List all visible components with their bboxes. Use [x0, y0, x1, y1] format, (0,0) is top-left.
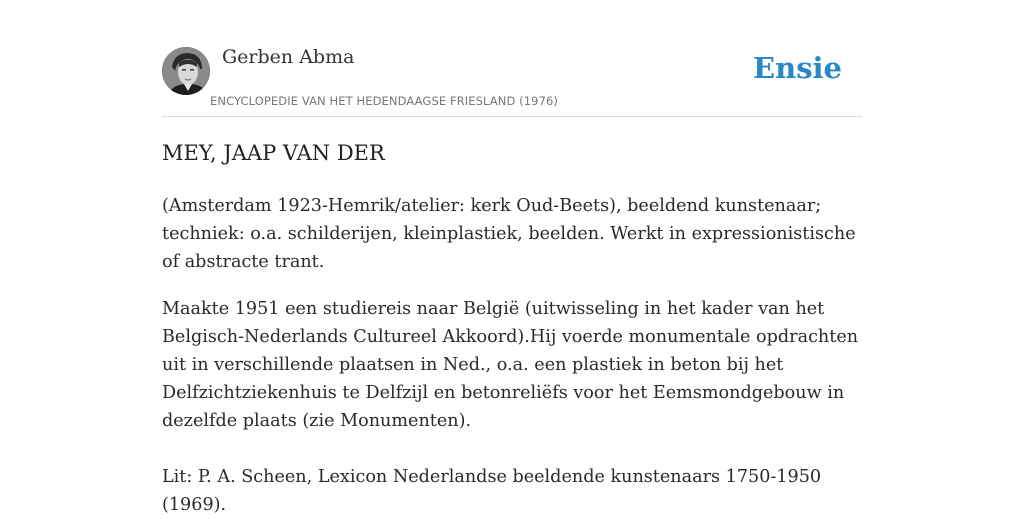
author-avatar[interactable]	[162, 47, 210, 95]
article-page	[162, 0, 862, 515]
article-title: MEY, JAAP VAN DER	[162, 141, 385, 165]
brand-logo[interactable]: Ensie	[753, 51, 842, 85]
source-label[interactable]: ENCYCLOPEDIE VAN HET HEDENDAAGSE FRIESLAND (1976)	[210, 94, 559, 108]
article-paragraph-1: (Amsterdam 1923-Hemrik/atelier: kerk Oud-Beets), beeldend kunstenaar; techniek: o.a. schilderijen, kleinplastiek, beelden. Werkt in expressionistische of abstracte trant.	[162, 196, 856, 272]
article-header	[162, 0, 862, 117]
author-name[interactable]: Gerben Abma	[222, 46, 355, 68]
author-photo-icon	[162, 47, 210, 95]
article-literature: Lit: P. A. Scheen, Lexicon Nederlandse beeldende kunstenaars 1750-1950 (1969).	[162, 467, 822, 515]
article-paragraph-2: Maakte 1951 een studiereis naar België (uitwisseling in het kader van het Belgisch-Nederlands Cultureel Akkoord).Hij voerde monumentale opdrachten uit in verschillende plaatsen in Ned., o.a. een plastiek in beton bij het Delfzichtziekenhuis te Delfzijl en betonreliëfs voor het Eemsmondgebouw in dezelfde plaats (zie Monumenten).	[162, 299, 859, 431]
